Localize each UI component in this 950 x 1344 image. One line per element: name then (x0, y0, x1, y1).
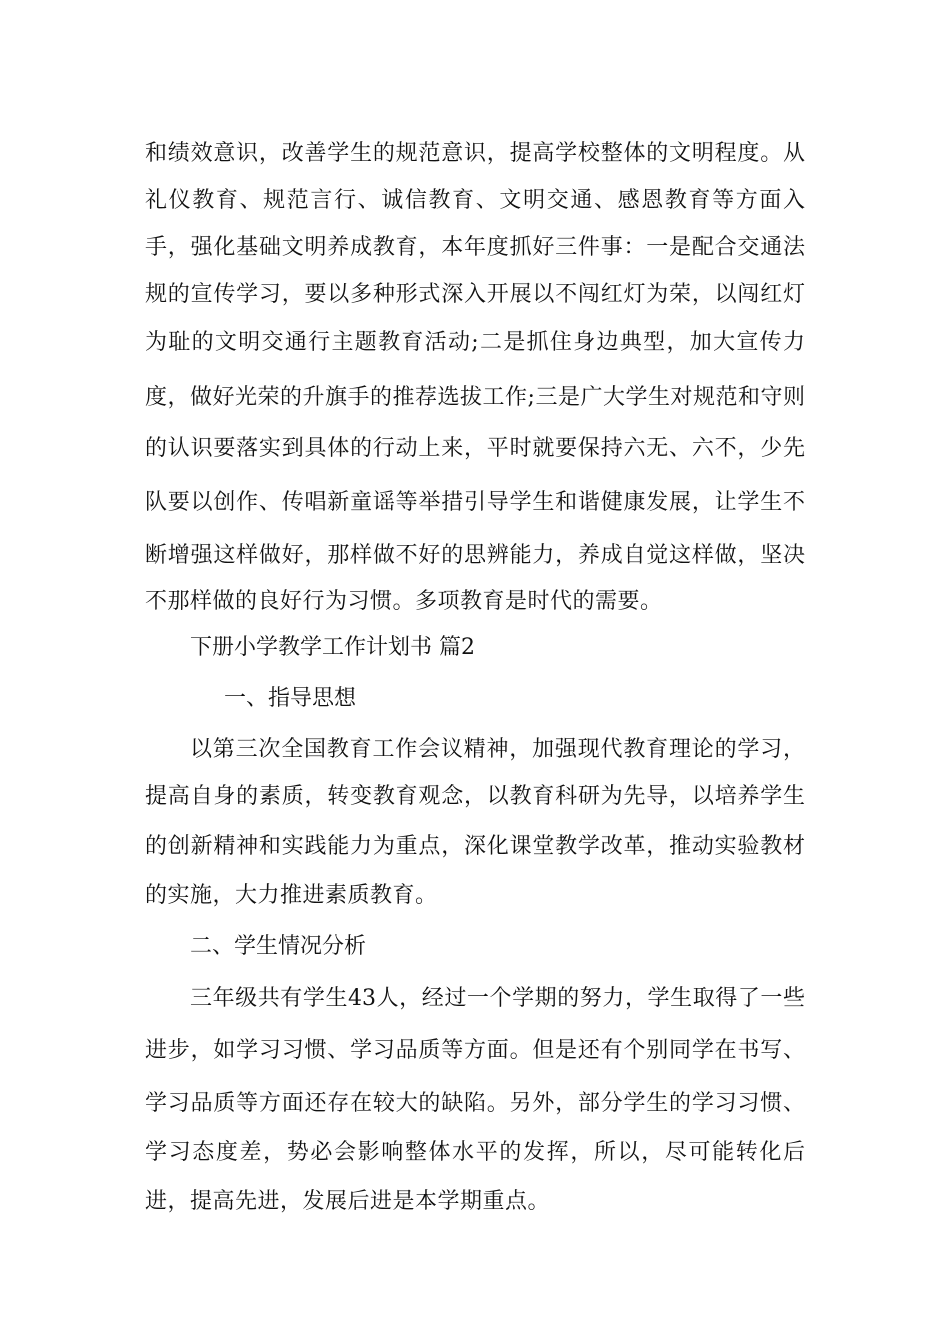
paragraph-2-line-3: 的创新精神和实践能力为重点，深化课堂教学改革，推动实验教材 (145, 834, 805, 859)
paragraph-1-line-4: 规的宣传学习，要以多种形式深入开展以不闯红灯为荣，以闯红灯 (145, 282, 805, 307)
paragraph-3-line-2: 进步，如学习习惯、学习品质等方面。但是还有个别同学在书写、 (145, 1038, 805, 1063)
paragraph-3-line-3: 学习品质等方面还存在较大的缺陷。另外，部分学生的学习习惯、 (145, 1091, 805, 1116)
paragraph-line (0, 134, 950, 174)
paragraph-1-line-7: 的认识要落实到具体的行动上来，平时就要保持六无、六不，少先 (145, 436, 805, 461)
section-title-row (0, 628, 950, 668)
heading-student-analysis: 二、学生情况分析 (190, 934, 367, 959)
heading-guiding-thought: 一、指导思想 (224, 686, 357, 711)
paragraph-3-line-1: 三年级共有学生43人，经过一个学期的努力，学生取得了一些 (190, 986, 805, 1011)
paragraph-line (0, 429, 950, 469)
heading-row (0, 927, 950, 967)
paragraph-line (0, 730, 950, 770)
paragraph-line (0, 979, 950, 1019)
paragraph-2-line-1: 以第三次全国教育工作会议精神，加强现代教育理论的学习， (190, 737, 805, 762)
paragraph-line (0, 275, 950, 315)
paragraph-1-line-8: 队要以创作、传唱新童谣等举措引导学生和谐健康发展，让学生不 (145, 490, 805, 515)
paragraph-2-line-2: 提高自身的素质，转变教育观念，以教育科研为先导，以培养学生 (145, 784, 805, 809)
paragraph-1-line-5: 为耻的文明交通行主题教育活动;二是抓住身边典型，加大宣传力 (145, 330, 805, 355)
paragraph-3-line-5: 进，提高先进，发展后进是本学期重点。 (145, 1189, 551, 1214)
paragraph-line (0, 536, 950, 576)
paragraph-line (0, 483, 950, 523)
paragraph-line (0, 827, 950, 867)
paragraph-line (0, 1133, 950, 1173)
paragraph-line (0, 1031, 950, 1071)
paragraph-1-line-3: 手，强化基础文明养成教育，本年度抓好三件事：一是配合交通法 (145, 235, 805, 260)
paragraph-line (0, 876, 950, 916)
paragraph-1-line-1: 和绩效意识，改善学生的规范意识，提高学校整体的文明程度。从 (145, 141, 805, 166)
paragraph-line (0, 777, 950, 817)
paragraph-line (0, 323, 950, 363)
paragraph-line (0, 1084, 950, 1124)
paragraph-2-line-4: 的实施，大力推进素质教育。 (145, 883, 438, 908)
paragraph-line (0, 228, 950, 268)
paragraph-1-line-9: 断增强这样做好，那样做不好的思辨能力，养成自觉这样做，坚决 (145, 543, 805, 568)
paragraph-line (0, 181, 950, 221)
paragraph-line (0, 582, 950, 622)
paragraph-3-line-4: 学习态度差，势必会影响整体水平的发挥，所以，尽可能转化后 (145, 1140, 805, 1165)
heading-row (0, 679, 950, 719)
paragraph-1-line-2: 礼仪教育、规范言行、诚信教育、文明交通、感恩教育等方面入 (145, 188, 805, 213)
paragraph-1-line-10: 不那样做的良好行为习惯。多项教育是时代的需要。 (145, 589, 663, 614)
paragraph-1-line-6: 度，做好光荣的升旗手的推荐选拔工作;三是广大学生对规范和守则 (145, 385, 805, 410)
paragraph-line (0, 1182, 950, 1222)
section-title: 下册小学教学工作计划书 篇2 (190, 635, 475, 660)
paragraph-line (0, 378, 950, 418)
